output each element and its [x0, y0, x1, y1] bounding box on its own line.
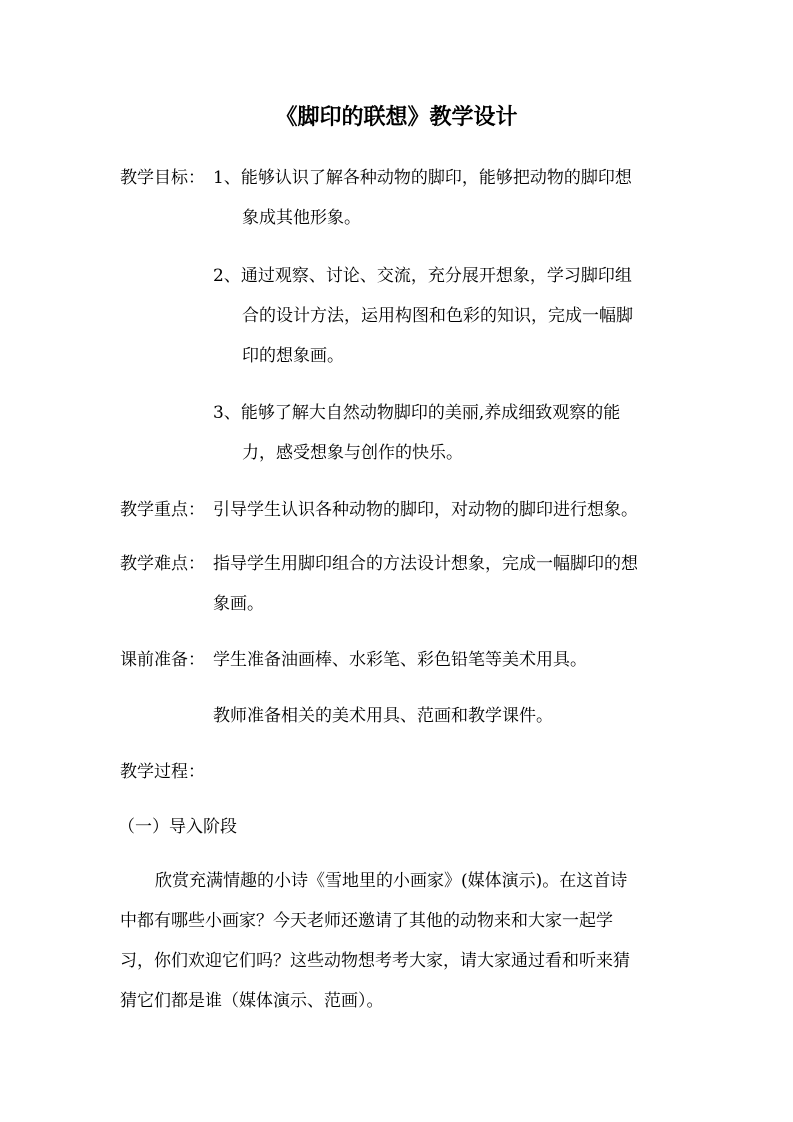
- section-1-heading: （一）导入阶段: [118, 817, 237, 837]
- paragraph-line-4: 猜它们都是谁（媒体演示、范画）。: [120, 991, 384, 1011]
- paragraph-line-1: 欣赏充满情趣的小诗《雪地里的小画家》(媒体演示)。在这首诗: [155, 871, 628, 891]
- objective-3-line-2: 力，感受想象与创作的快乐。: [242, 443, 463, 463]
- objective-1-line-1: 1、能够认识了解各种动物的脚印，能够把动物的脚印想: [213, 168, 632, 188]
- objective-2-line-1: 2、通过观察、讨论、交流，充分展开想象，学习脚印组: [213, 266, 632, 286]
- paragraph-line-3: 习，你们欢迎它们吗？这些动物想考考大家，请大家通过看和听来猜: [120, 951, 630, 971]
- document-title: 《脚印的联想》教学设计: [275, 104, 518, 130]
- objective-1-line-2: 象成其他形象。: [242, 208, 361, 228]
- objective-3-line-1: 3、能够了解大自然动物脚印的美丽,养成细致观察的能: [213, 403, 621, 423]
- preparation-line-2: 教师准备相关的美术用具、范画和教学课件。: [213, 706, 553, 726]
- objective-2-line-3: 印的想象画。: [242, 346, 344, 366]
- objectives-label: 教学目标：: [120, 168, 205, 188]
- objective-2-line-2: 合的设计方法，运用构图和色彩的知识，完成一幅脚: [242, 306, 633, 326]
- process-label: 教学过程：: [120, 762, 205, 782]
- difficulties-line-2: 象画。: [213, 594, 264, 614]
- paragraph-line-2: 中都有哪些小画家？今天老师还邀请了其他的动物来和大家一起学: [120, 911, 613, 931]
- preparation-label: 课前准备：: [120, 650, 205, 670]
- preparation-line-1: 学生准备油画棒、水彩笔、彩色铅笔等美术用具。: [213, 650, 587, 670]
- key-points-label: 教学重点：: [120, 500, 205, 520]
- key-points-text: 引导学生认识各种动物的脚印，对动物的脚印进行想象。: [213, 500, 638, 520]
- difficulties-label: 教学难点：: [120, 554, 205, 574]
- difficulties-line-1: 指导学生用脚印组合的方法设计想象，完成一幅脚印的想: [213, 554, 638, 574]
